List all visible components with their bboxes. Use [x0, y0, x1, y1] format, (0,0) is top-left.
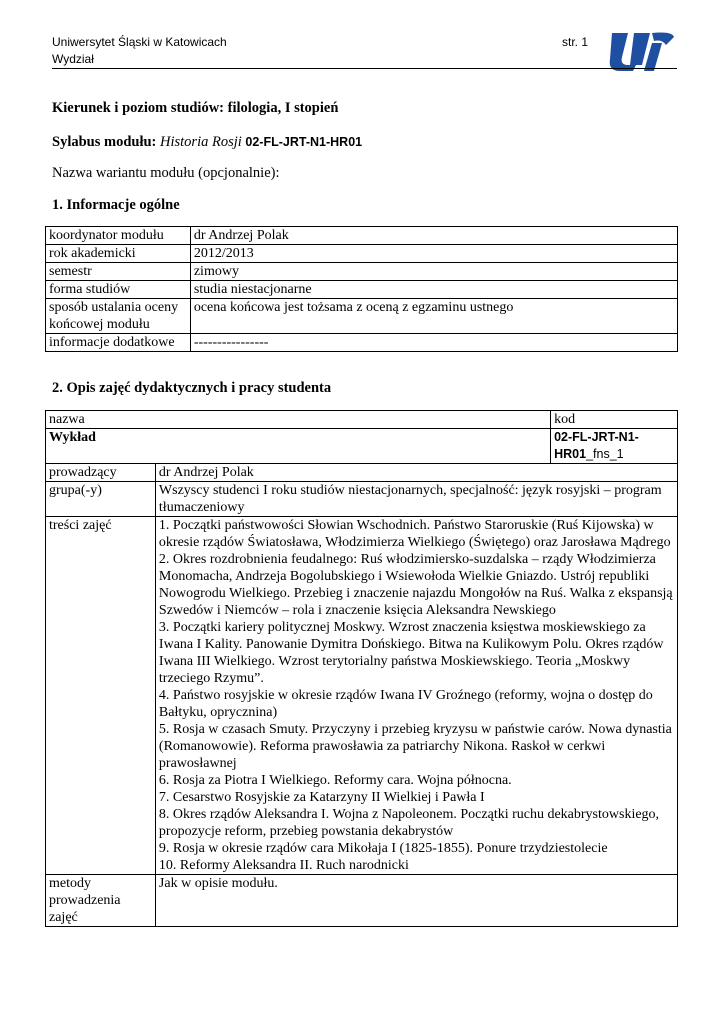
list-item: 3. Początki kariery politycznej Moskwy. Wzrost znaczenia księstwa moskiewskiego za Iwana I Kality. Panowanie Dymitra Dońskiego. Bitwa na Kulikowym Polu. Okres rządów Iwana III Wielkiego. Wzrost terytorialny państwa Moskiewskiego. Teoria „Moskwy trzeciego Rzymu”.: [158, 620, 664, 686]
list-item: 9. Rosja w okresie rządów cara Mikołaja I (1825-1855). Ponure trzydziestolecie: [158, 841, 608, 856]
content-label: treści zajęć: [46, 517, 156, 875]
row-value: ----------------: [190, 334, 677, 352]
row-label: informacje dodatkowe: [46, 334, 191, 352]
class-code-suffix: _fns_1: [586, 447, 624, 461]
row-value: dr Andrzej Polak: [190, 227, 677, 245]
table-row: [46, 482, 678, 517]
list-item: 8. Okres rządów Aleksandra I. Wojna z Napoleonem. Początki ruchu dekabrystowskiego, propozycje reform, przebieg powstania dekabrystów: [158, 807, 660, 839]
class-code: [551, 429, 678, 464]
page-number: str. 1: [562, 35, 589, 49]
page-header: [52, 34, 227, 68]
class-name: Wykład: [46, 429, 551, 464]
row-value: ocena końcowa jest tożsama z oceną z egzaminu ustnego: [190, 299, 677, 334]
syllabus-label: Sylabus modułu:: [52, 134, 160, 150]
list-item: 2. Okres rozdrobnienia feudalnego: Ruś włodzimiersko-suzdalska – rządy Włodzimierza Monomacha, Andrzeja Bogolubskiego i Wsiewołoda Wielkie Gniazdo. Ustrój republiki Nowogrodu Wielkiego. Przebieg i znaczenie najazdu Mongołów na Ruś. Walka z ekspansją Szwedów i Niemców – rola i znaczenie księcia Aleksandra Newskiego: [158, 552, 673, 618]
lecturer-label: prowadzący: [46, 464, 156, 482]
table-row: [46, 263, 678, 281]
group-value: Wszyscy studenci I roku studiów niestacjonarnych, specjalność: język rosyjski – program tłumaczeniowy: [155, 482, 677, 517]
list-item: 6. Rosja za Piotra I Wielkiego. Reformy cara. Wojna północna.: [158, 773, 512, 788]
section-2-title: 2. Opis zajęć dydaktycznych i pracy studenta: [52, 380, 332, 396]
name-header: nazwa: [46, 411, 551, 429]
module-code: 02-FL-JRT-N1-HR01: [245, 135, 363, 149]
row-label: rok akademicki: [46, 245, 191, 263]
methods-label: metody prowadzenia zajęć: [46, 875, 156, 927]
field-of-study: Kierunek i poziom studiów: filologia, I stopień: [52, 100, 339, 116]
table-row: [46, 299, 678, 334]
table-row: [46, 875, 678, 927]
list-item: 1. Początki państwowości Słowian Wschodnich. Państwo Staroruskie (Ruś Kijowska) w okresie rządów Światosława, Włodzimierza Wielkiego (Świętego) oraz Jarosława Mądrego: [158, 518, 671, 550]
variant-line: Nazwa wariantu modułu (opcjonalnie):: [52, 165, 280, 181]
university-logo-icon: [606, 31, 676, 73]
faculty-name: Wydział: [52, 52, 94, 66]
row-value: zimowy: [190, 263, 677, 281]
group-label: grupa(-y): [46, 482, 156, 517]
table-row: [46, 334, 678, 352]
table-row: [46, 464, 678, 482]
row-value: 2012/2013: [190, 245, 677, 263]
table-header-row: [46, 411, 678, 429]
row-label: koordynator modułu: [46, 227, 191, 245]
module-name: Historia Rosji: [160, 134, 242, 150]
row-label: forma studiów: [46, 281, 191, 299]
syllabus-line: [52, 133, 362, 151]
university-name: Uniwersytet Śląski w Katowicach: [52, 35, 227, 49]
class-row: [46, 429, 678, 464]
list-item: 10. Reformy Aleksandra II. Ruch narodnicki: [158, 858, 409, 873]
table-row: [46, 245, 678, 263]
row-value: studia niestacjonarne: [190, 281, 677, 299]
list-item: 5. Rosja w czasach Smuty. Przyczyny i przebieg kryzysu w państwie carów. Nowa dynastia (Romanowowie). Reforma prawosławia za patriarchy Nikona. Raskoł w cerkwi prawosławnej: [158, 722, 672, 771]
code-header: kod: [551, 411, 678, 429]
methods-value: Jak w opisie modułu.: [155, 875, 677, 927]
row-label: sposób ustalania oceny końcowej modułu: [46, 299, 191, 334]
table-row: [46, 281, 678, 299]
classes-table: [45, 410, 678, 927]
general-info-table: [45, 226, 678, 352]
section-1-title: 1. Informacje ogólne: [52, 197, 180, 213]
content-list: [155, 517, 677, 875]
list-item: 7. Cesarstwo Rosyjskie za Katarzyny II Wielkiej i Pawła I: [158, 790, 485, 805]
header-divider: [52, 68, 677, 69]
class-code-main: 02-FL-JRT-N1-HR01: [554, 430, 639, 461]
row-label: semestr: [46, 263, 191, 281]
table-row: [46, 517, 678, 875]
lecturer-value: dr Andrzej Polak: [155, 464, 677, 482]
table-row: [46, 227, 678, 245]
list-item: 4. Państwo rosyjskie w okresie rządów Iwana IV Groźnego (reformy, wojna o dostęp do Bałtyku, oprycznina): [158, 688, 653, 720]
